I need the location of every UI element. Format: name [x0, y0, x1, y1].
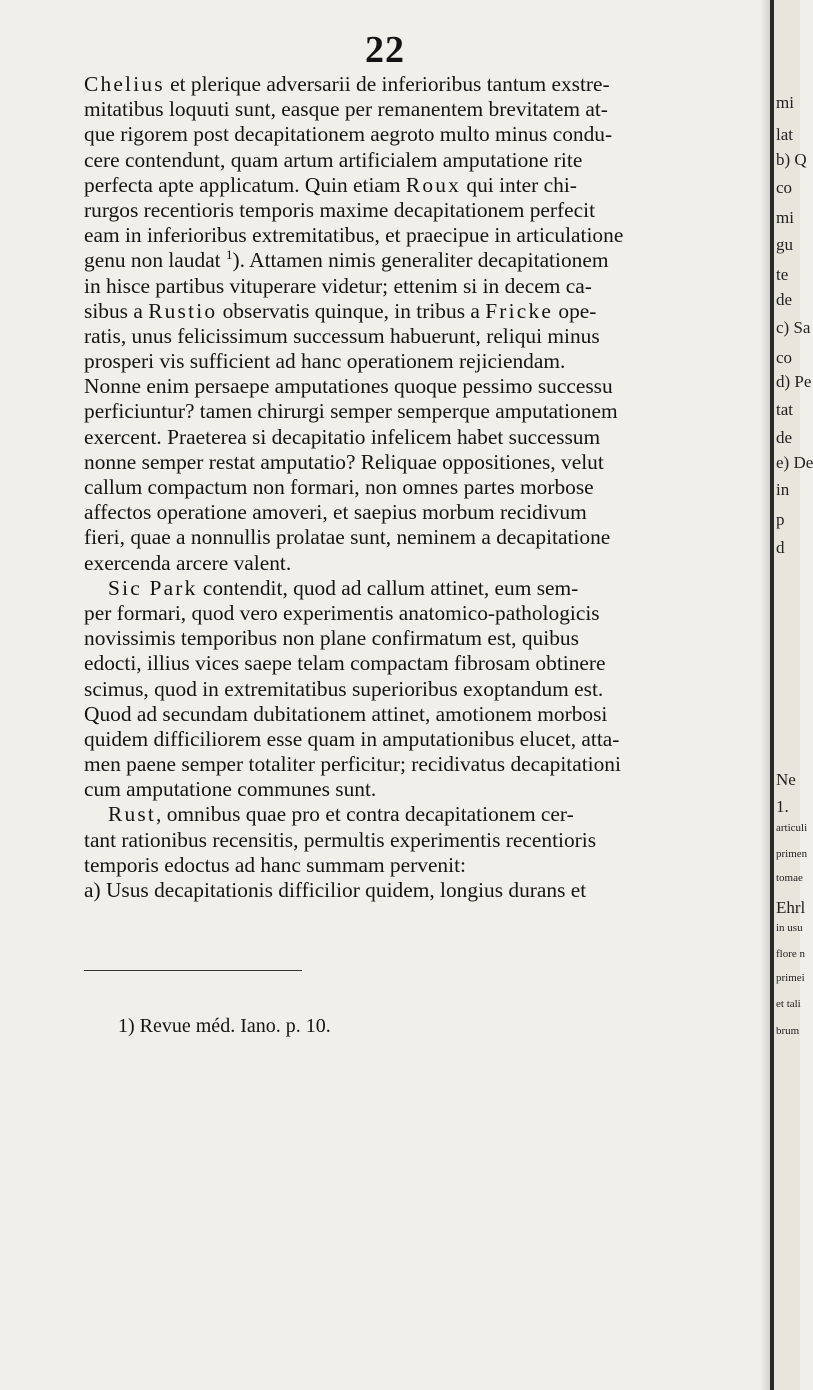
text-run: in hisce partibus vituperare videtur; ettenim si in decem ca- — [84, 273, 592, 298]
text-line — [84, 97, 766, 122]
facing-page-fragment: brum — [776, 1025, 800, 1037]
facing-page-fragment: gu — [776, 235, 793, 254]
text-run: perficiuntur? tamen chirurgi semper semperque amputationem — [84, 399, 618, 424]
author-name: Fricke — [485, 298, 554, 323]
text-line — [84, 551, 766, 576]
text-line — [84, 677, 766, 702]
text-run: prosperi vis sufficient ad hanc operationem rejiciendam. — [84, 349, 566, 374]
facing-page-fragment: primen — [776, 848, 808, 860]
facing-page-fragment: lat — [776, 125, 793, 144]
text-run: ope- — [553, 298, 597, 323]
author-name: Rustio — [148, 298, 218, 323]
text-line — [84, 651, 766, 676]
text-run: contendit, quod ad callum attinet, eum sem- — [197, 575, 579, 600]
text-line — [84, 399, 766, 424]
facing-page-fragment: mi — [776, 208, 794, 227]
text-line — [84, 777, 766, 802]
author-name: Roux — [405, 172, 462, 197]
text-run: nonne semper restat amputatio? Reliquae oppositiones, velut — [84, 449, 604, 474]
author-name: Sic Park — [108, 575, 198, 600]
text-line — [84, 525, 766, 550]
facing-page-fragment: te — [776, 265, 789, 284]
text-run: ). Attamen nimis generaliter decapitationem — [232, 248, 609, 273]
facing-page-fragment: d) Pe — [776, 372, 812, 391]
footnote: 1) Revue méd. Iano. p. 10. — [118, 1015, 331, 1037]
text-run: edocti, illius vices saepe telam compactam fibrosam obtinere — [84, 651, 606, 676]
author-name: Chelius — [84, 72, 165, 96]
text-run: et plerique adversarii de inferioribus tantum exstre- — [164, 72, 610, 96]
facing-page-fragment: et tali — [776, 998, 801, 1010]
text-run: quidem difficiliorem esse quam in amputationibus elucet, atta- — [84, 726, 620, 751]
facing-page-fragment: co — [776, 348, 793, 367]
facing-page-fragment: c) Sa — [776, 318, 811, 337]
text-line — [84, 601, 766, 626]
facing-page-fragment: d — [776, 538, 785, 557]
main-text-block — [84, 72, 766, 903]
text-run: cere contendunt, quam artum artificialem amputatione rite — [84, 147, 583, 172]
facing-page-fragment: tomae — [776, 872, 803, 884]
text-run: cum amputatione communes sunt. — [84, 777, 377, 802]
text-line — [84, 349, 766, 374]
footnote-divider — [84, 970, 302, 971]
text-run: ratis, unus felicissimum successum habuerunt, reliqui minus — [84, 323, 600, 348]
text-line — [84, 274, 766, 299]
text-run: per formari, quod vero experimentis anatomico-pathologicis — [84, 600, 600, 625]
facing-page-fragment: mi — [776, 93, 794, 112]
text-line — [84, 122, 766, 147]
text-run: genu non laudat — [84, 248, 226, 273]
text-run: novissimis temporibus non plane confirmatum est, quibus — [84, 626, 579, 651]
text-line — [84, 425, 766, 450]
text-line — [84, 752, 766, 777]
text-run: tant rationibus recensitis, permultis experimentis recentioris — [84, 827, 597, 852]
text-line — [84, 727, 766, 752]
text-line — [84, 828, 766, 853]
facing-page-fragment: co — [776, 178, 793, 197]
text-run: que rigorem post decapitationem aegroto multo minus condu- — [84, 122, 613, 147]
text-line — [84, 374, 766, 399]
text-run: mitatibus loquuti sunt, easque per remanentem brevitatem at- — [84, 97, 608, 122]
facing-page-fragment: in usu — [776, 922, 803, 934]
text-line — [84, 299, 766, 324]
text-line — [84, 198, 766, 223]
facing-page-fragment: de — [776, 290, 793, 309]
text-line — [84, 576, 766, 601]
text-run: callum compactum non formari, non omnes partes morbose — [84, 475, 594, 499]
text-run: Nonne enim persaepe amputationes quoque pessimo successu — [84, 374, 613, 399]
facing-page-fragment: flore n — [776, 948, 806, 960]
facing-page-edge — [774, 0, 813, 1390]
text-run: qui inter chi- — [461, 172, 577, 197]
text-run: exercenda arcere valent. — [84, 550, 292, 575]
text-line — [84, 802, 766, 827]
facing-page-fragment: Ehrl — [776, 898, 806, 917]
text-line — [84, 626, 766, 651]
text-line — [84, 500, 766, 525]
text-run: men paene semper totaliter perficitur; recidivatus decapitationi — [84, 752, 621, 777]
text-line — [84, 223, 766, 248]
page-number: 22 — [365, 29, 405, 71]
footnote-ref: 1 — [225, 247, 233, 263]
author-name: Rust — [108, 802, 157, 827]
facing-page-fragment: e) De — [776, 453, 813, 472]
text-line — [84, 173, 766, 198]
text-line — [84, 853, 766, 878]
facing-page-fragment: b) Q — [776, 150, 807, 169]
facing-page-fragment: 1. — [776, 797, 789, 816]
text-line — [84, 878, 766, 903]
text-run: temporis edoctus ad hanc summam pervenit: — [84, 852, 466, 877]
text-run: , omnibus quae pro et contra decapitationem cer- — [156, 802, 574, 827]
facing-page-fragment: in — [776, 480, 790, 499]
text-run: scimus, quod in extremitatibus superioribus exoptandum est. — [84, 676, 604, 701]
text-run: Quod ad secundam dubitationem attinet, amotionem morbosi — [84, 701, 608, 726]
facing-page-fragment: Ne — [776, 770, 796, 789]
facing-page-fragment: p — [776, 510, 785, 529]
text-run: affectos operatione amoveri, et saepius morbum recidivum — [84, 500, 587, 525]
text-line — [84, 248, 766, 273]
text-run: a) Usus decapitationis difficilior quidem, longius durans et — [84, 878, 587, 902]
text-run: observatis quinque, in tribus a — [217, 298, 486, 323]
text-run: exercent. Praeterea si decapitatio infelicem habet successum — [84, 424, 601, 449]
text-line — [84, 72, 766, 97]
facing-page-fragment: primei — [776, 972, 805, 984]
facing-page-fragment: de — [776, 428, 793, 447]
text-run: rurgos recentioris temporis maxime decapitationem perfecit — [84, 197, 596, 222]
text-line — [84, 148, 766, 173]
facing-page-fragment: articuli — [776, 822, 808, 834]
text-run: perfecta apte applicatum. Quin etiam — [84, 172, 406, 197]
gutter-shadow — [760, 0, 770, 1390]
text-run: sibus a — [84, 298, 149, 323]
text-line — [84, 450, 766, 475]
text-run: eam in inferioribus extremitatibus, et praecipue in articulatione — [84, 223, 624, 248]
text-run: fieri, quae a nonnullis prolatae sunt, neminem a decapitatione — [84, 525, 611, 550]
text-line — [84, 324, 766, 349]
text-line — [84, 702, 766, 727]
text-line — [84, 475, 766, 500]
facing-page-fragment: tat — [776, 400, 793, 419]
